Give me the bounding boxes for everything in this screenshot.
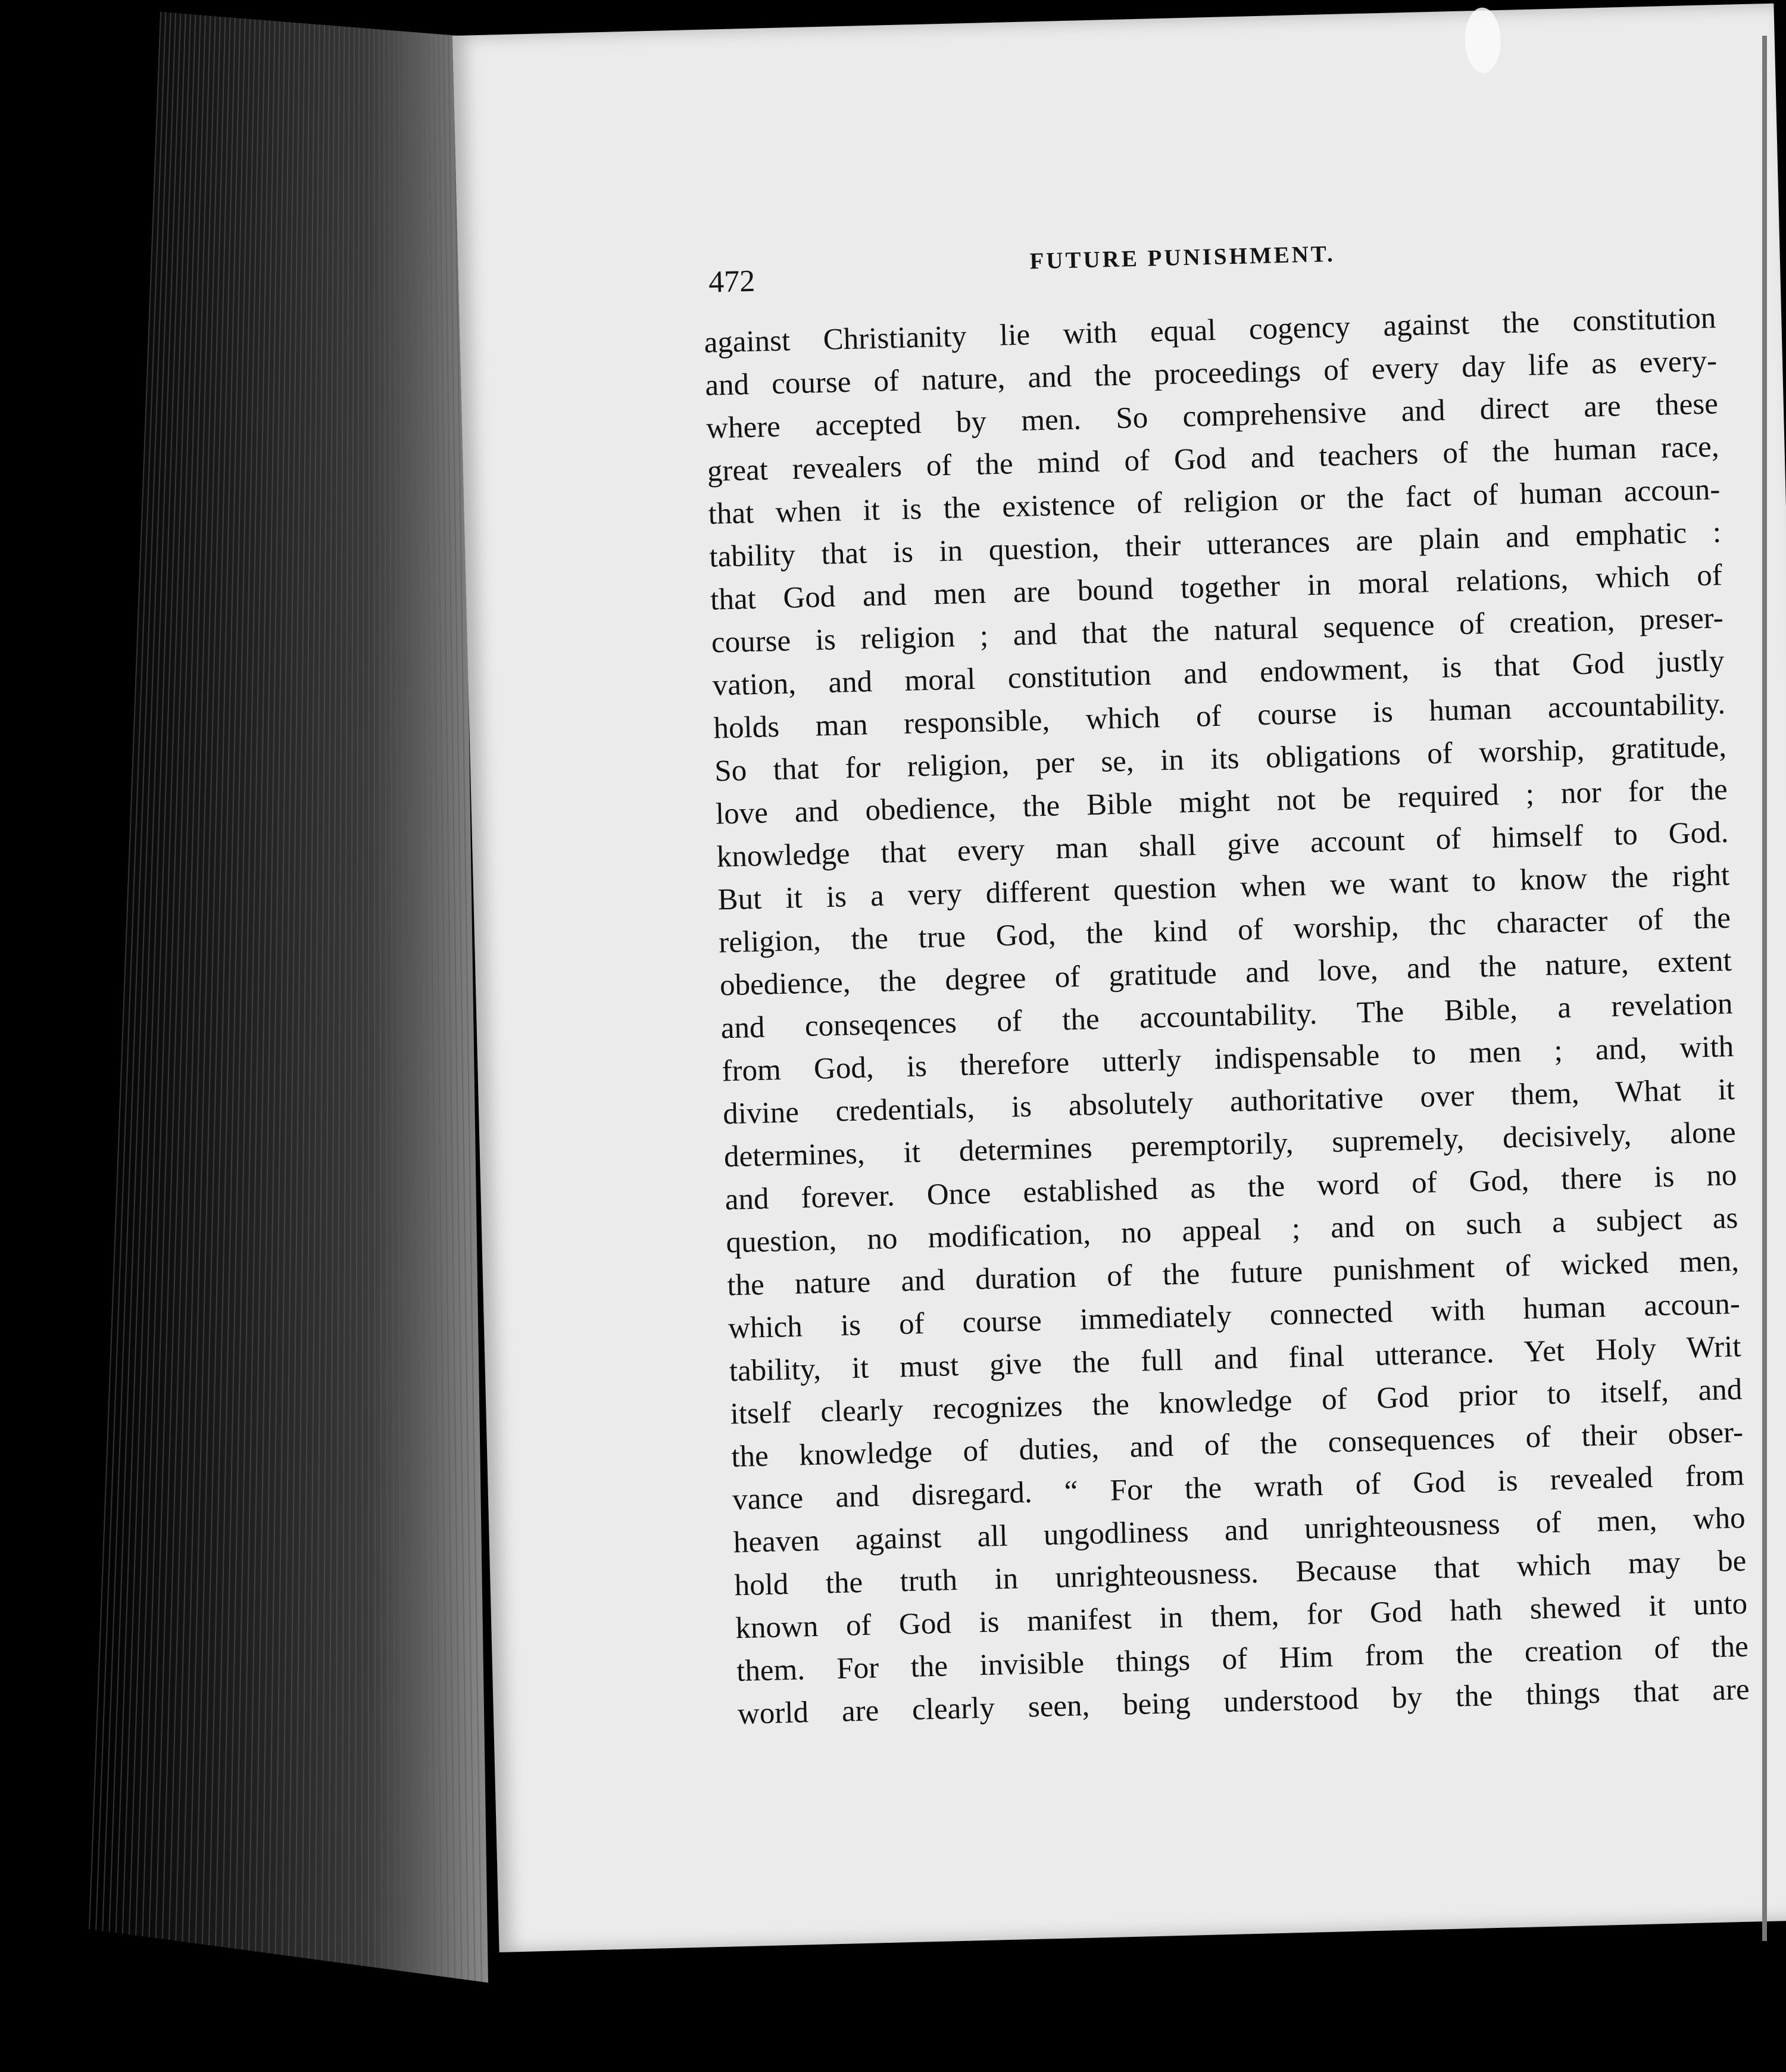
- page-edge-line: [282, 23, 305, 1955]
- page-edge-line: [262, 22, 289, 1952]
- page-edge-line: [216, 20, 255, 1946]
- page-edge-line: [349, 27, 355, 1964]
- text-line: But it is a very different question when we want to know the right: [717, 859, 1730, 917]
- running-head: FUTURE PUNISHMENT.: [1029, 241, 1336, 274]
- page-edge-line: [309, 25, 325, 1959]
- text-line: where accepted by men. So comprehensive and direct are these: [705, 387, 1719, 445]
- body-text: [704, 297, 1750, 1736]
- page-edge-line: [89, 12, 161, 1929]
- page-edge-right: [1762, 36, 1767, 1941]
- text-line: and course of nature, and the proceedings of every day life as every-: [704, 344, 1718, 402]
- page-edge-line: [302, 24, 319, 1958]
- page-edge-line: [409, 32, 422, 1974]
- text-line: itself clearly recognizes the knowledge of God prior to itself, and: [730, 1372, 1743, 1431]
- page-edge-line: [156, 16, 211, 1938]
- text-line: vance and disregard. “ For the wrath of God is revealed from: [732, 1458, 1745, 1517]
- text-line: the knowledge of duties, and of the consequences of their obser-: [730, 1415, 1744, 1474]
- text-line: knowledge that every man shall give account of himself to God.: [716, 816, 1729, 874]
- page-edge-line: [149, 15, 206, 1937]
- text-line: and conseqences of the accountability. The Bible, a revelation: [720, 987, 1734, 1046]
- page-edge-line: [116, 14, 181, 1933]
- page-edge-line: [209, 19, 250, 1945]
- page-edge-line: [129, 14, 191, 1934]
- page-edge-line: [196, 18, 241, 1943]
- text-line: So that for religion, per se, in its obligations of worship, gratitude,: [714, 730, 1727, 788]
- text-line: divine credentials, is absolutely authoritative over them, What it: [722, 1072, 1735, 1131]
- page-edge-line: [335, 27, 344, 1962]
- text-line: which is of course immediately connected with human accoun-: [727, 1287, 1741, 1346]
- page-edge-line: [242, 21, 275, 1949]
- text-line: heaven against all ungodliness and unrighteousness of men, who: [733, 1501, 1746, 1560]
- page-edge-line: [355, 28, 360, 1965]
- page-edge-line: [329, 26, 339, 1961]
- page-edge-line: [429, 33, 448, 1977]
- text-line: the nature and duration of the future punishment of wicked men,: [726, 1244, 1740, 1303]
- page-edge-line: [182, 17, 230, 1942]
- page-edge-line: [236, 21, 270, 1949]
- text-line: holds man responsible, which of course is human accountability.: [713, 687, 1726, 745]
- text-line: them. For the invisible things of Him from the creation of the: [736, 1630, 1749, 1689]
- page-edge-line: [123, 14, 186, 1933]
- text-line: determines, it determines peremptorily, supremely, decisively, alone: [723, 1115, 1737, 1174]
- text-line: great revealers of the mind of God and teachers of the human race,: [707, 430, 1720, 488]
- text-line: course is religion ; and that the natural sequence of creation, preser-: [711, 601, 1724, 660]
- page-edge-line: [322, 26, 335, 1960]
- page-edge-line: [202, 18, 245, 1944]
- page-smudge: [1464, 7, 1501, 73]
- page-edge-line: [169, 17, 220, 1940]
- text-line: vation, and moral constitution and endowment, is that God justly: [712, 644, 1725, 703]
- text-line: love and obedience, the Bible might not be required ; nor for the: [715, 773, 1728, 831]
- page-edge-line: [110, 13, 176, 1932]
- text-line: tability, it must give the full and final utterance. Yet Holy Writ: [729, 1330, 1742, 1388]
- page-edge-line: [374, 29, 375, 1968]
- text-line: that God and men are bound together in moral relations, which of: [710, 558, 1723, 617]
- page-edge-line: [404, 32, 415, 1973]
- text-line: world are clearly seen, being understood by the things that are: [737, 1672, 1750, 1731]
- page-edge-line: [176, 17, 225, 1941]
- page-edge-line: [419, 33, 435, 1976]
- text-line: religion, the true God, the kind of worship, thc character of the: [718, 901, 1731, 960]
- page-edge-line: [316, 26, 330, 1959]
- page-number: 472: [708, 264, 755, 299]
- page-edge-line: [379, 29, 382, 1968]
- page-edge-line: [289, 24, 310, 1956]
- page-edge-line: [394, 30, 402, 1971]
- text-line: question, no modification, no appeal ; and on such a subject as: [725, 1201, 1738, 1260]
- page-edge-line: [424, 33, 442, 1976]
- text-line: from God, is therefore utterly indispensable to men ; and, with: [721, 1029, 1734, 1088]
- page-edge-line: [342, 27, 349, 1963]
- page-edge-line: [189, 18, 236, 1943]
- text-line: obedience, the degree of gratitude and love, and the nature, extent: [719, 944, 1732, 1003]
- text-line: against Christianity lie with equal cogency against the constitution: [704, 301, 1716, 360]
- text-line: tability that is in question, their utterances are plain and emphatic :: [708, 516, 1722, 574]
- page-edge-line: [222, 20, 260, 1947]
- text-line: known of God is manifest in them, for God hath shewed it unto: [735, 1587, 1748, 1646]
- page-edge-line: [269, 23, 295, 1954]
- page-edge-line: [433, 34, 455, 1979]
- page-edge-line: [229, 20, 266, 1948]
- text-line: hold the truth in unrighteousness. Because that which may be: [734, 1544, 1747, 1603]
- page-edge-line: [163, 16, 216, 1939]
- page-edge-line: [414, 32, 429, 1975]
- page-edge-line: [96, 13, 166, 1930]
- page-edge-line: [362, 28, 364, 1965]
- page-edge-line: [399, 31, 408, 1972]
- page-edge-line: [255, 22, 285, 1952]
- page-edge-line: [389, 30, 395, 1970]
- page-edge-line: [276, 23, 300, 1954]
- page-edge-line: [102, 13, 170, 1931]
- page-edge-line: [136, 15, 195, 1936]
- page-edge-line: [142, 15, 200, 1936]
- text-line: and forever. Once established as the word of God, there is no: [725, 1158, 1738, 1217]
- page-edge-line: [384, 30, 389, 1970]
- text-line: that when it is the existence of religion or the fact of human accoun-: [708, 473, 1721, 531]
- page-edge-line: [295, 24, 314, 1957]
- page-edge-line: [249, 21, 280, 1951]
- book-page: [452, 4, 1786, 1952]
- page-edge-line: [439, 34, 462, 1979]
